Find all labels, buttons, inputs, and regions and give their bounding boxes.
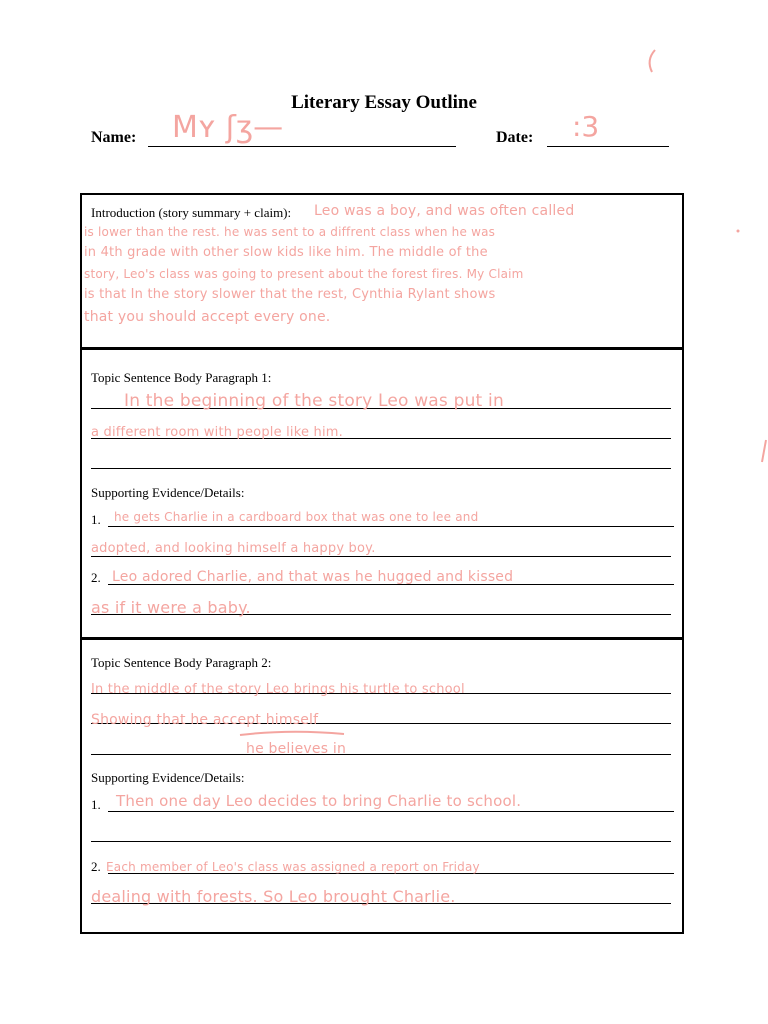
body1-item-number: 1. — [91, 512, 101, 527]
body2-box — [80, 637, 684, 934]
name-handwriting: Mʏ ʃʒ— — [172, 110, 284, 145]
document-title: Literary Essay Outline — [291, 92, 477, 113]
intro-label: Introduction (story summary + claim): — [91, 205, 292, 220]
body2-topic-label: Topic Sentence Body Paragraph 2: — [91, 655, 272, 670]
body2-item-handwriting: Then one day Leo decides to bring Charlie to school. — [116, 792, 522, 810]
body2-item-number: 2. — [91, 859, 101, 874]
body2-item-handwriting: Each member of Leo's class was assigned a report on Friday — [106, 860, 480, 874]
intro-handwriting-line: is that In the story slower that the rest, Cynthia Rylant shows — [84, 287, 496, 302]
date-label: Date: — [496, 129, 534, 146]
intro-box — [80, 193, 684, 349]
writing-line[interactable] — [91, 754, 671, 755]
body2-item-handwriting: dealing with forests. So Leo brought Charlie. — [91, 887, 456, 906]
body1-item-handwriting: as if it were a baby. — [91, 598, 251, 617]
body2-topic-handwriting: he believes in — [246, 741, 347, 757]
body1-topic-handwriting: a different room with people like him. — [91, 425, 343, 440]
body2-topic-handwriting: Showing that he accept himself — [91, 712, 319, 728]
body1-item-handwriting: he gets Charlie in a cardboard box that was one to lee and — [114, 510, 479, 524]
body1-topic-label: Topic Sentence Body Paragraph 1: — [91, 370, 272, 385]
body1-box — [80, 348, 684, 640]
intro-handwriting-line: is lower than the rest. he was sent to a diffrent class when he was — [84, 225, 496, 239]
name-label: Name: — [91, 129, 137, 146]
body1-item-number: 2. — [91, 570, 101, 585]
intro-handwriting-line: story, Leo's class was going to present about the forest fires. My Claim — [84, 267, 524, 281]
writing-line[interactable] — [91, 468, 671, 469]
date-handwriting: :3 — [572, 110, 600, 143]
body1-topic-handwriting: In the beginning of the story Leo was put in — [124, 391, 504, 411]
intro-handwriting-line: Leo was a boy, and was often called — [314, 203, 575, 219]
body2-topic-handwriting: In the middle of the story Leo brings his turtle to school — [91, 682, 465, 697]
body1-evidence-label: Supporting Evidence/Details: — [91, 485, 245, 500]
intro-handwriting-line: in 4th grade with other slow kids like him. The middle of the — [84, 245, 488, 260]
body2-evidence-label: Supporting Evidence/Details: — [91, 770, 245, 785]
body1-item-handwriting: adopted, and looking himself a happy boy. — [91, 541, 376, 556]
body1-item-handwriting: Leo adored Charlie, and that was he hugged and kissed — [112, 569, 514, 585]
intro-handwriting-line: that you should accept every one. — [84, 309, 331, 325]
body2-item-number: 1. — [91, 797, 101, 812]
writing-line[interactable] — [91, 841, 671, 842]
